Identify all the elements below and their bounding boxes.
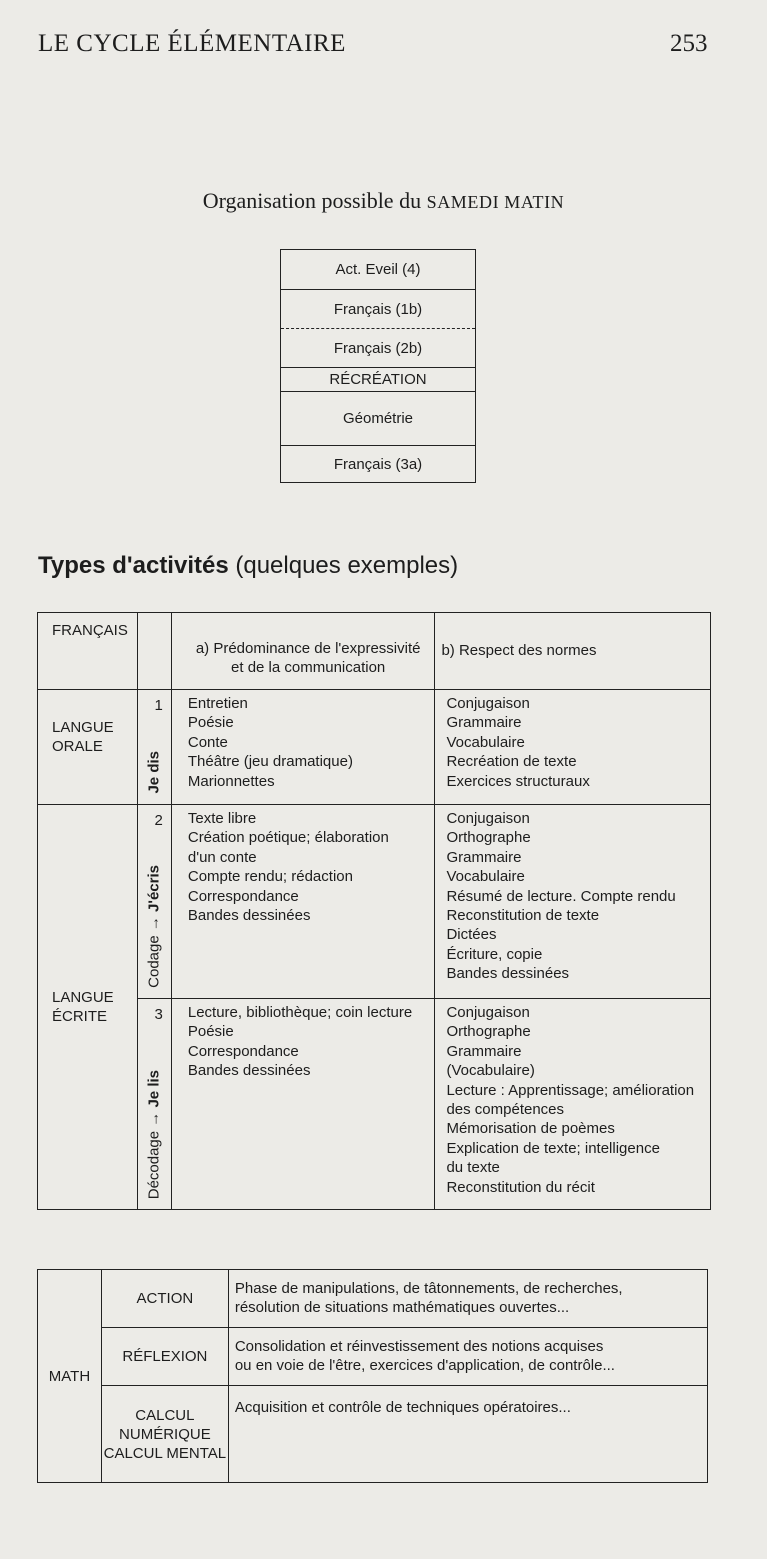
vertical-label-cell: [137, 805, 171, 999]
row-number: 2: [154, 812, 163, 829]
list-item: du texte: [446, 1159, 500, 1177]
list-item: Entretien: [187, 695, 248, 712]
activities-b-cell: [435, 690, 711, 805]
math-description-cell: [228, 1270, 707, 1328]
list-item: Orthographe: [446, 829, 531, 847]
list-item: Reconstitution de texte: [446, 907, 600, 925]
math-category-cell: [101, 1270, 228, 1328]
vertical-label: [145, 1070, 164, 1199]
section-title: [38, 552, 458, 580]
list-item: Écriture, copie: [446, 945, 543, 963]
description-line: Consolidation et réinvestissement des notions acquises: [234, 1338, 604, 1355]
vertical-label-cell: [137, 999, 171, 1210]
vertical-label-prefix: Codage →: [145, 912, 163, 988]
category-line: RÉFLEXION: [122, 1348, 208, 1365]
subject-cell: FRANÇAIS: [38, 613, 138, 690]
schedule-slot: RÉCRÉATION: [281, 367, 475, 391]
list-item: Conjugaison: [446, 695, 530, 712]
activities-a-cell: [171, 805, 435, 999]
schedule-slot: Français (1b): [281, 289, 475, 328]
list-item: Recréation de texte: [446, 753, 577, 771]
category-line: LANGUE: [52, 719, 114, 736]
list-item: Grammaire: [446, 848, 522, 866]
list-item: Conjugaison: [446, 810, 530, 827]
list-item: Vocabulaire: [446, 868, 525, 886]
table-header-row: [38, 613, 711, 690]
list-item: d'un conte: [187, 848, 257, 866]
table-row: [38, 690, 711, 805]
row-number: 3: [154, 1006, 163, 1023]
page-number: 253: [670, 30, 708, 57]
list-item: Vocabulaire: [446, 733, 525, 751]
row-number: 1: [154, 697, 163, 714]
header-col-a: [171, 613, 435, 690]
section-title-rest: (quelques exemples): [235, 552, 459, 579]
math-description-cell: [228, 1386, 707, 1483]
schedule-slot: Français (3a): [281, 445, 475, 482]
francais-table: [37, 612, 711, 1210]
description-line: ou en voie de l'être, exercices d'application, de contrôle...: [234, 1357, 615, 1374]
list-item: Bandes dessinées: [187, 907, 311, 925]
category-line: ÉCRITE: [52, 1008, 108, 1025]
samedi-caption: [0, 188, 767, 214]
category-cell: [38, 690, 138, 805]
vertical-label: [145, 865, 164, 988]
category-line: NUMÉRIQUE: [119, 1425, 211, 1443]
list-item: Bandes dessinées: [187, 1062, 311, 1080]
header-spacer-cell: [137, 613, 171, 690]
schedule-box: [280, 249, 476, 483]
list-item: Texte libre: [187, 810, 257, 827]
table-row: [38, 1386, 708, 1483]
vertical-label-bold: Je lis: [145, 1069, 163, 1108]
category-line: LANGUE: [52, 988, 114, 1006]
schedule-slot: Act. Eveil (4): [335, 261, 421, 278]
table-row: [38, 805, 711, 999]
category-line: ACTION: [136, 1290, 194, 1307]
list-item: Poésie: [187, 1023, 234, 1041]
header-col-a-line: a) Prédominance de l'expressivité: [195, 640, 421, 657]
list-item: Lecture, bibliothèque; coin lecture: [187, 1004, 413, 1021]
description-line: résolution de situations mathématiques ouvertes...: [234, 1299, 570, 1316]
vertical-label-prefix: Décodage →: [145, 1107, 163, 1199]
table-row: [38, 1328, 708, 1386]
list-item: Mémorisation de poèmes: [446, 1120, 615, 1138]
activities-b-cell: [435, 999, 711, 1210]
samedi-caption-smallcaps: SAMEDI MATIN: [426, 192, 565, 212]
list-item: Création poétique; élaboration: [187, 829, 389, 847]
list-item: Grammaire: [446, 1042, 522, 1060]
math-category-cell: [101, 1386, 228, 1483]
list-item: Résumé de lecture. Compte rendu: [446, 887, 676, 905]
list-item: Reconstitution du récit: [446, 1178, 595, 1196]
list-item: Dictées: [446, 926, 497, 944]
schedule-slot: Français (2b): [281, 328, 475, 367]
list-item: Grammaire: [446, 714, 522, 732]
running-head: LE CYCLE ÉLÉMENTAIRE: [38, 30, 346, 57]
section-title-bold: Types d'activités: [38, 552, 229, 579]
list-item: Conjugaison: [446, 1004, 530, 1021]
list-item: Théâtre (jeu dramatique): [187, 753, 353, 771]
math-subject-cell: MATH: [38, 1270, 102, 1483]
math-description-cell: [228, 1328, 707, 1386]
list-item: Orthographe: [446, 1023, 531, 1041]
list-item: Explication de texte; intelligence: [446, 1139, 660, 1157]
vertical-label-bold: Je dis: [145, 751, 163, 794]
category-line: CALCUL MENTAL: [103, 1444, 227, 1462]
description-line: Phase de manipulations, de tâtonnements, de recherches,: [234, 1280, 623, 1297]
list-item: Correspondance: [187, 1042, 299, 1060]
list-item: Conte: [187, 733, 228, 751]
list-item: Poésie: [187, 714, 234, 732]
math-table: [37, 1269, 708, 1483]
list-item: Exercices structuraux: [446, 772, 590, 790]
list-item: Correspondance: [187, 887, 299, 905]
activities-a-cell: [171, 999, 435, 1210]
category-line: ORALE: [52, 738, 103, 756]
list-item: Compte rendu; rédaction: [187, 868, 353, 886]
table-row: [38, 999, 711, 1210]
list-item: Lecture : Apprentissage; amélioration: [446, 1081, 695, 1099]
table-row: [38, 1270, 708, 1328]
activities-a-cell: [171, 690, 435, 805]
vertical-label: [145, 751, 164, 794]
category-line: CALCUL: [135, 1406, 195, 1424]
samedi-caption-prefix: Organisation possible du: [202, 188, 422, 213]
list-item: Marionnettes: [187, 772, 275, 790]
vertical-label-cell: [137, 690, 171, 805]
list-item: Bandes dessinées: [446, 965, 570, 983]
list-item: des compétences: [446, 1101, 565, 1119]
description-line: Acquisition et contrôle de techniques opératoires...: [234, 1399, 571, 1416]
list-item: (Vocabulaire): [446, 1062, 535, 1080]
header-col-b: b) Respect des normes: [435, 613, 711, 690]
math-category-cell: [101, 1328, 228, 1386]
activities-b-cell: [435, 805, 711, 999]
vertical-label-bold: J'écris: [145, 865, 163, 913]
category-cell: [38, 805, 138, 1210]
schedule-slot: Géométrie: [281, 391, 475, 445]
header-col-a-line: et de la communication: [231, 659, 386, 677]
